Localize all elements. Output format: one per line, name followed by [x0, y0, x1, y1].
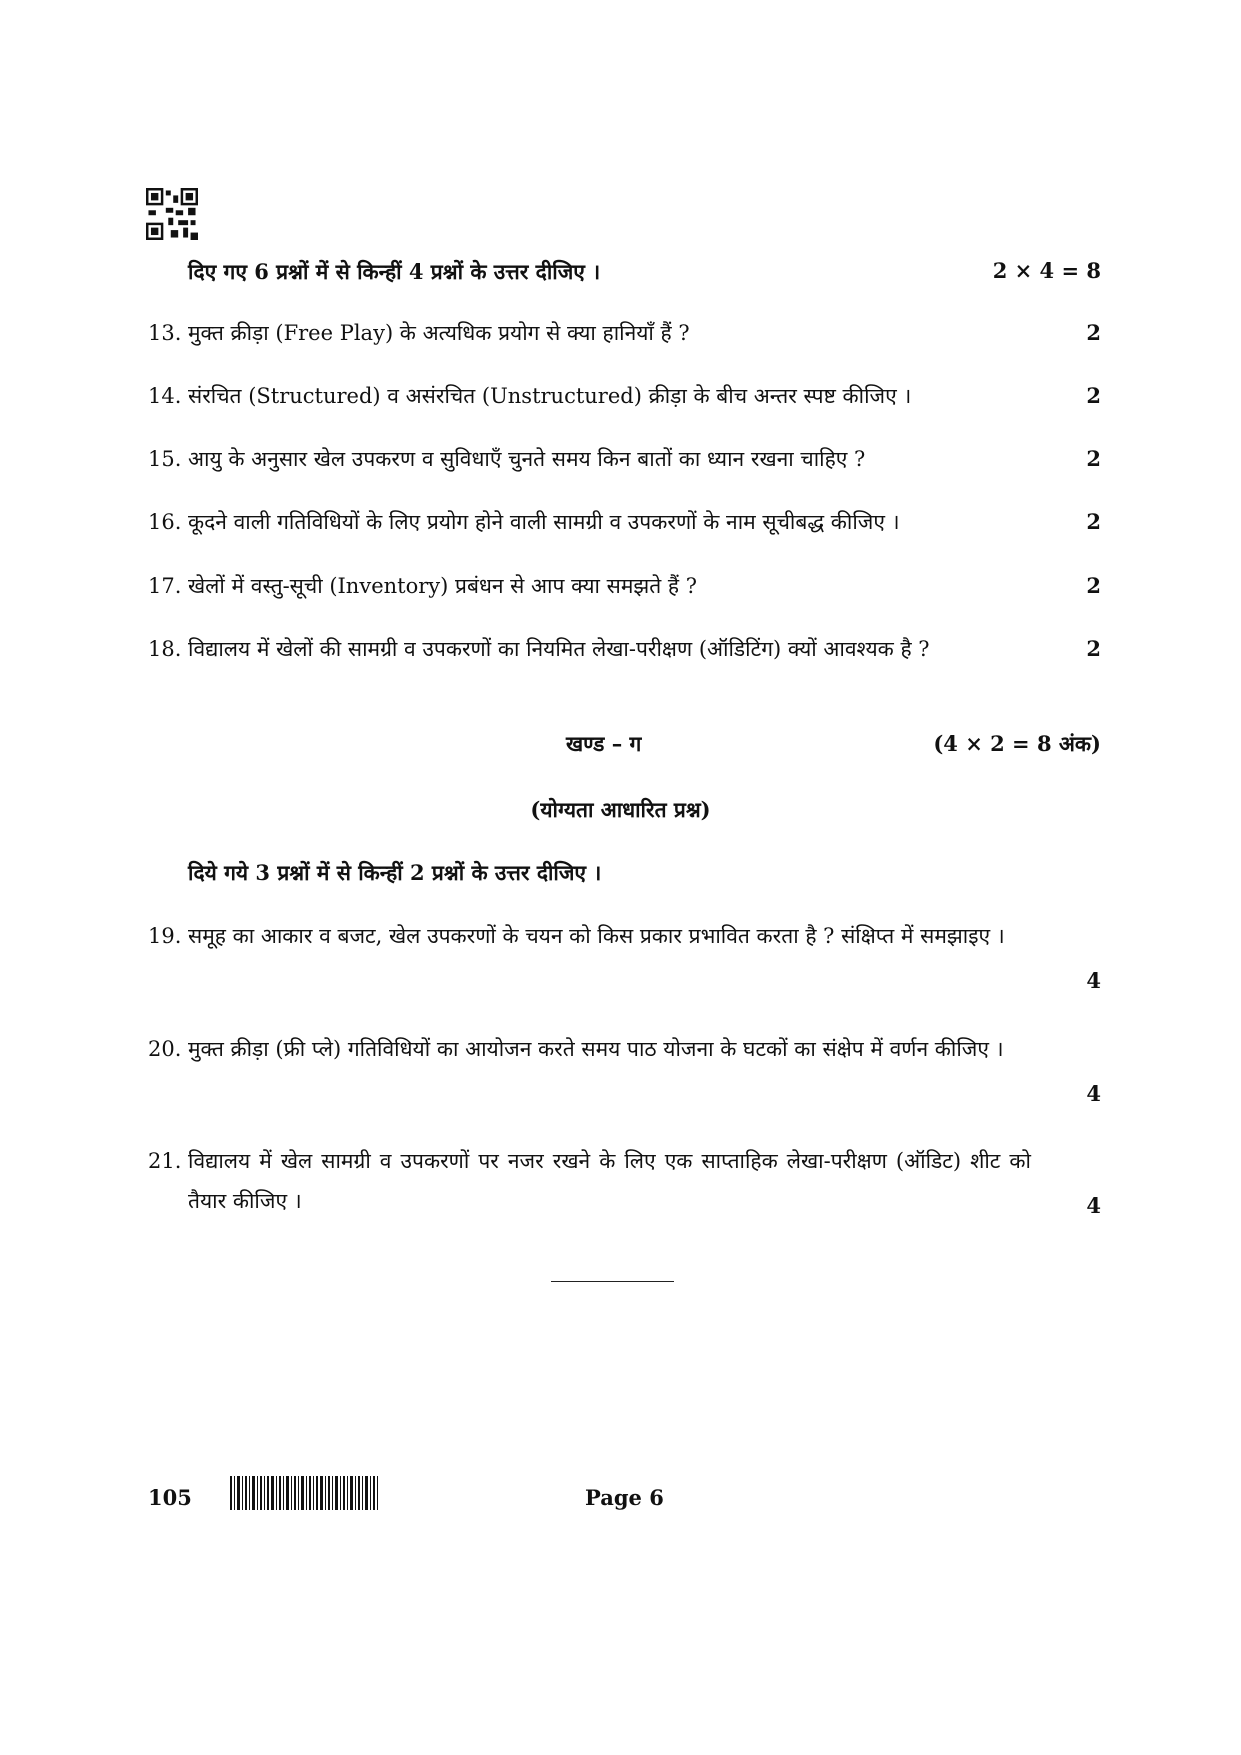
question-number: 19.: [148, 924, 182, 948]
question-number: 13.: [148, 321, 182, 345]
instruction-text: दिए गए 6 प्रश्नों में से किन्हीं 4 प्रश्नों के उत्तर दीजिए ।: [188, 259, 601, 284]
question-text: विद्यालय में खेलों की सामग्री व उपकरणों का नियमित लेखा-परीक्षण (ऑडिटिंग) क्यों आवश्यक है ?: [188, 637, 930, 661]
question-marks: 4: [1086, 1081, 1101, 1106]
question-number: 16.: [148, 510, 182, 534]
question-text: मुक्त क्रीड़ा (फ्री प्ले) गतिविधियों का आयोजन करते समय पाठ योजना के घटकों का संक्षेप में वर्णन कीजिए ।: [188, 1037, 1004, 1061]
question-marks: 2: [1086, 636, 1101, 661]
question-number: 15.: [148, 447, 182, 471]
question-text: मुक्त क्रीड़ा (Free Play) के अत्यधिक प्रयोग से क्या हानियाँ हैं ?: [188, 321, 690, 345]
barcode-icon: [230, 1476, 378, 1510]
qr-code-icon: [146, 188, 198, 240]
question-14: [148, 376, 1101, 416]
end-rule: [551, 1281, 674, 1282]
question-18: [148, 629, 1101, 669]
question-text: आयु के अनुसार खेल उपकरण व सुविधाएँ चुनते समय किन बातों का ध्यान रखना चाहिए ?: [188, 447, 866, 471]
section-c-marks: (4 × 2 = 8 अंक): [933, 731, 1101, 756]
question-text: समूह का आकार व बजट, खेल उपकरणों के चयन को किस प्रकार प्रभावित करता है ? संक्षिप्त में समझाइए ।: [188, 924, 1005, 948]
question-16: [148, 502, 1101, 542]
question-marks: 4: [1086, 968, 1101, 993]
paper-code: 105: [148, 1485, 192, 1510]
question-21: [148, 1141, 1101, 1226]
section-c-instruction: दिये गये 3 प्रश्नों में से किन्हीं 2 प्रश्नों के उत्तर दीजिए ।: [188, 860, 602, 885]
question-text: विद्यालय में खेल सामग्री व उपकरणों पर नजर रखने के लिए एक साप्ताहिक लेखा-परीक्षण (ऑडिट) शीट को तैयार कीजिए ।: [188, 1149, 1031, 1213]
question-number: 18.: [148, 637, 182, 661]
question-19: [148, 916, 1101, 1001]
question-15: [148, 439, 1101, 479]
question-number: 17.: [148, 574, 182, 598]
question-marks: 2: [1086, 573, 1101, 598]
question-text: कूदने वाली गतिविधियों के लिए प्रयोग होने वाली सामग्री व उपकरणों के नाम सूचीबद्ध कीजिए ।: [188, 510, 900, 534]
question-marks: 2: [1086, 383, 1101, 408]
section-c-title: खण्ड – ग: [566, 731, 642, 756]
question-13: [148, 313, 1101, 353]
instruction-marks: 2 × 4 = 8: [992, 258, 1101, 283]
section-c-subtitle: (योग्यता आधारित प्रश्न): [530, 797, 711, 822]
section-b-instruction: [188, 258, 1101, 286]
question-17: [148, 566, 1101, 606]
question-marks: 2: [1086, 509, 1101, 534]
question-marks: 2: [1086, 320, 1101, 345]
page-number: Page 6: [585, 1485, 664, 1510]
question-marks: 2: [1086, 446, 1101, 471]
question-number: 21.: [148, 1149, 182, 1173]
question-number: 14.: [148, 384, 182, 408]
question-text: संरचित (Structured) व असंरचित (Unstructured) क्रीड़ा के बीच अन्तर स्पष्ट कीजिए ।: [188, 384, 912, 408]
question-number: 20.: [148, 1037, 182, 1061]
question-text: खेलों में वस्तु-सूची (Inventory) प्रबंधन से आप क्या समझते हैं ?: [188, 574, 698, 598]
question-marks: 4: [1086, 1193, 1101, 1218]
question-20: [148, 1029, 1101, 1114]
